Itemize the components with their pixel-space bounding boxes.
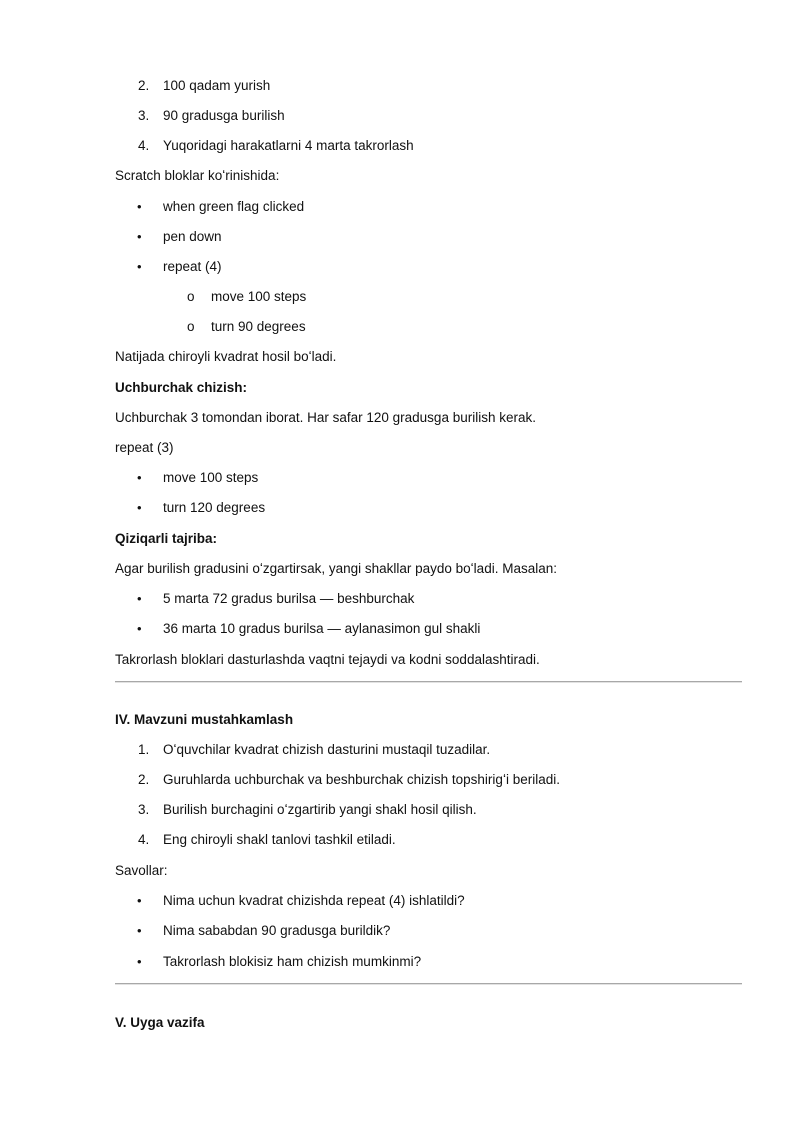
list-item: repeat (4) <box>163 259 222 274</box>
list-number: 4. <box>138 138 150 153</box>
list-item: 36 marta 10 gradus burilsa — aylanasimon gul shakli <box>163 621 481 636</box>
bullet-icon: • <box>137 259 142 274</box>
bullet-icon: • <box>137 470 142 485</box>
list-item: Burilish burchagini oʻzgartirib yangi shakl hosil qilish. <box>163 802 477 817</box>
paragraph: Takrorlash bloklari dasturlashda vaqtni tejaydi va kodni soddalashtiradi. <box>115 652 540 667</box>
bullet-icon: • <box>137 954 142 969</box>
list-number: 4. <box>138 832 150 847</box>
list-number: 1. <box>138 742 150 757</box>
list-number: 3. <box>138 108 150 123</box>
list-item: Guruhlarda uchburchak va beshburchak chizish topshirigʻi beriladi. <box>163 772 560 787</box>
list-number: 2. <box>138 772 150 787</box>
paragraph: Uchburchak 3 tomondan iborat. Har safar 120 gradusga burilish kerak. <box>115 410 536 425</box>
paragraph: Savollar: <box>115 863 168 878</box>
list-item: Yuqoridagi harakatlarni 4 marta takrorlash <box>163 138 414 153</box>
list-item: turn 120 degrees <box>163 500 266 515</box>
list-item: 100 qadam yurish <box>163 78 271 93</box>
horizontal-rule <box>115 983 742 984</box>
section-heading: IV. Mavzuni mustahkamlash <box>115 712 294 727</box>
bullet-icon: • <box>137 229 142 244</box>
list-number: 3. <box>138 802 150 817</box>
bullet-icon: • <box>137 199 142 214</box>
paragraph: Natijada chiroyli kvadrat hosil boʻladi. <box>115 349 337 364</box>
section-heading: Qiziqarli tajriba: <box>115 531 218 546</box>
list-item: Oʻquvchilar kvadrat chizish dasturini mustaqil tuzadilar. <box>163 742 491 757</box>
horizontal-rule <box>115 681 742 682</box>
sub-list-item: move 100 steps <box>211 289 307 304</box>
list-item: 90 gradusga burilish <box>163 108 285 123</box>
paragraph: repeat (3) <box>115 440 174 455</box>
list-item: Eng chiroyli shakl tanlovi tashkil etiladi. <box>163 832 396 847</box>
list-item: when green flag clicked <box>163 199 305 214</box>
bullet-icon: • <box>137 591 142 606</box>
list-item: move 100 steps <box>163 470 259 485</box>
section-heading: V. Uyga vazifa <box>115 1015 205 1030</box>
list-item: Nima sababdan 90 gradusga burildik? <box>163 923 391 938</box>
list-item: pen down <box>163 229 222 244</box>
section-heading: Uchburchak chizish: <box>115 380 248 395</box>
paragraph: Agar burilish gradusini oʻzgartirsak, yangi shakllar paydo boʻladi. Masalan: <box>115 561 557 576</box>
sub-bullet-icon: o <box>187 289 195 304</box>
list-item: 5 marta 72 gradus burilsa — beshburchak <box>163 591 415 606</box>
bullet-icon: • <box>137 621 142 636</box>
list-number: 2. <box>138 78 150 93</box>
sub-bullet-icon: o <box>187 319 195 334</box>
sub-list-item: turn 90 degrees <box>211 319 306 334</box>
list-item: Takrorlash blokisiz ham chizish mumkinmi? <box>163 954 422 969</box>
bullet-icon: • <box>137 893 142 908</box>
list-item: Nima uchun kvadrat chizishda repeat (4) ishlatildi? <box>163 893 465 908</box>
bullet-icon: • <box>137 923 142 938</box>
bullet-icon: • <box>137 500 142 515</box>
paragraph: Scratch bloklar koʻrinishida: <box>115 168 280 183</box>
